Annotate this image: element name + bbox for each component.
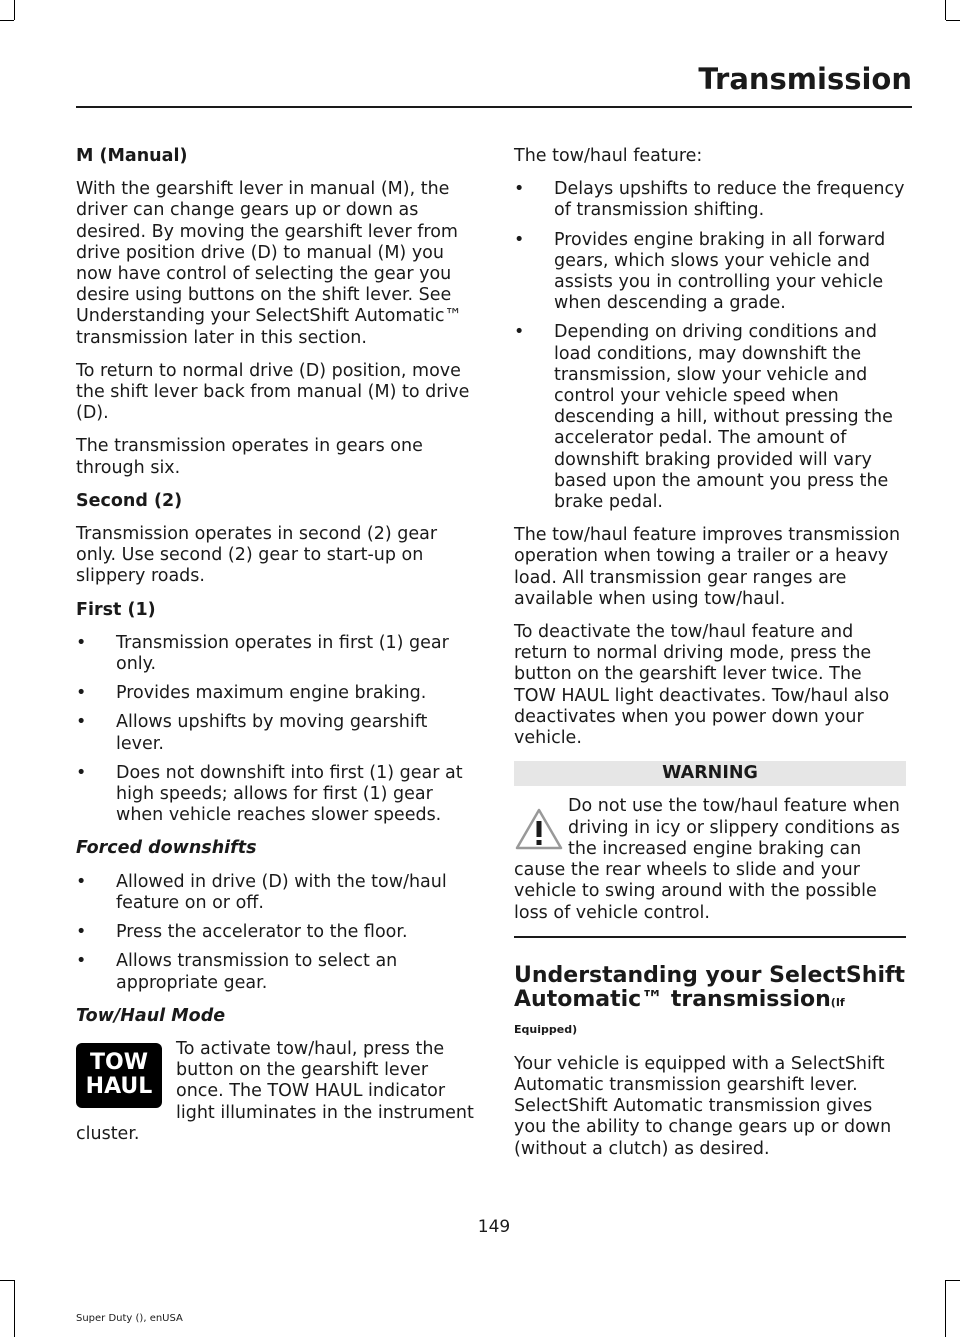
- list-item: • Does not downshift into first (1) gear at high speeds; allows for first (1) gear when vehicle reaches slower speeds.: [76, 763, 474, 827]
- list-item: • Provides engine braking in all forward gears, which slows your vehicle and assists you in controlling your vehicle when descending a grade.: [514, 230, 906, 315]
- list-item: • Depending on driving conditions and load conditions, may downshift the transmission, slow your vehicle and control your vehicle speed when descending a hill, without pressing the accelerator pedal. The amount of downshift braking provided will vary based upon the amount you press the brake pedal.: [514, 322, 906, 513]
- forced-downshifts-heading: Forced downshifts: [76, 838, 257, 859]
- crop-mark: [14, 0, 15, 20]
- manual-paragraph-1: With the gearshift lever in manual (M), the driver can change gears up or down as desired. By moving the gearshift lever from drive position drive (D) to manual (M) you now have control of selecting the gear you desire using buttons on the shift lever. See Understanding your SelectShift Automatic™ transmission later in this section.: [76, 179, 462, 348]
- second-heading: Second (2): [76, 490, 183, 511]
- list-item: • Allows transmission to select an appropriate gear.: [76, 951, 474, 993]
- manual-paragraph-3: The transmission operates in gears one through six.: [76, 436, 423, 478]
- list-item: • Transmission operates in first (1) gear only.: [76, 633, 474, 675]
- manual-heading: M (Manual): [76, 146, 188, 166]
- warning-text: Do not use the tow/haul feature when driving in icy or slippery conditions as the increased engine braking can cause the rear wheels to slide and your vehicle to swing around with the possible loss of vehicle control.: [514, 796, 900, 923]
- tow-haul-paragraph: To activate tow/haul, press the button on the gearshift lever once. The TOW HAUL indicator light illuminates in the instrument cluster.: [76, 1038, 474, 1144]
- list-item: • Allows upshifts by moving gearshift lever.: [76, 712, 474, 754]
- improves-paragraph: The tow/haul feature improves transmission operation when towing a trailer or a heavy load. All transmission gear ranges are available when using tow/haul.: [514, 525, 901, 609]
- warning-block: [514, 796, 906, 923]
- crop-mark: [14, 1280, 15, 1337]
- tow-haul-icon-line-1: TOW: [90, 1049, 148, 1075]
- selectshift-heading: [514, 964, 906, 1042]
- edition-label: Super Duty (), enUSA: [76, 1313, 183, 1324]
- crop-mark: [0, 20, 14, 21]
- feature-intro: The tow/haul feature:: [514, 146, 703, 166]
- page-title: Transmission: [698, 62, 912, 96]
- warning-label: WARNING: [514, 761, 906, 786]
- first-heading: First (1): [76, 599, 156, 620]
- right-column: [514, 146, 906, 1172]
- selectshift-heading-text: Understanding your SelectShift Automatic™ transmission: [514, 962, 906, 1012]
- list-item: • Press the accelerator to the floor.: [76, 922, 474, 943]
- selectshift-paragraph: Your vehicle is equipped with a SelectShift Automatic transmission gearshift lever. SelectShift Automatic transmission gives you the ability to change gears up or down (without a clutch) as desired.: [514, 1053, 892, 1159]
- tow-haul-icon-line-2: HAUL: [85, 1073, 153, 1099]
- deactivate-paragraph: To deactivate the tow/haul feature and return to normal driving mode, press the button on the gearshift lever twice. The TOW HAUL light deactivates. Tow/haul also deactivates when you power down your vehicle.: [514, 622, 890, 749]
- manual-paragraph-2: To return to normal drive (D) position, move the shift lever back from manual (M) to drive (D).: [76, 360, 470, 424]
- tow-haul-paragraph-block: [76, 1039, 474, 1145]
- forced-bullet-list: [76, 872, 474, 994]
- feature-bullet-list: [514, 179, 906, 513]
- page-number: 149: [477, 1217, 511, 1237]
- warning-triangle-icon: [514, 806, 564, 852]
- crop-mark: [946, 1280, 960, 1281]
- tow-haul-heading: Tow/Haul Mode: [76, 1005, 226, 1026]
- if-equipped-label: (If Equipped): [514, 995, 845, 1036]
- crop-mark: [946, 20, 960, 21]
- list-item: • Provides maximum engine braking.: [76, 683, 474, 704]
- warning-rule: [514, 936, 906, 938]
- first-bullet-list: [76, 633, 474, 827]
- list-item: • Delays upshifts to reduce the frequency of transmission shifting.: [514, 179, 906, 221]
- crop-mark: [945, 0, 946, 20]
- second-paragraph: Transmission operates in second (2) gear only. Use second (2) gear to start-up on slippery roads.: [76, 524, 438, 587]
- crop-mark: [0, 1280, 14, 1281]
- header-rule: [76, 106, 912, 108]
- crop-mark: [945, 1280, 946, 1337]
- list-item: • Allowed in drive (D) with the tow/haul feature on or off.: [76, 872, 474, 914]
- left-column: [76, 146, 474, 1145]
- tow-haul-icon: [76, 1043, 162, 1108]
